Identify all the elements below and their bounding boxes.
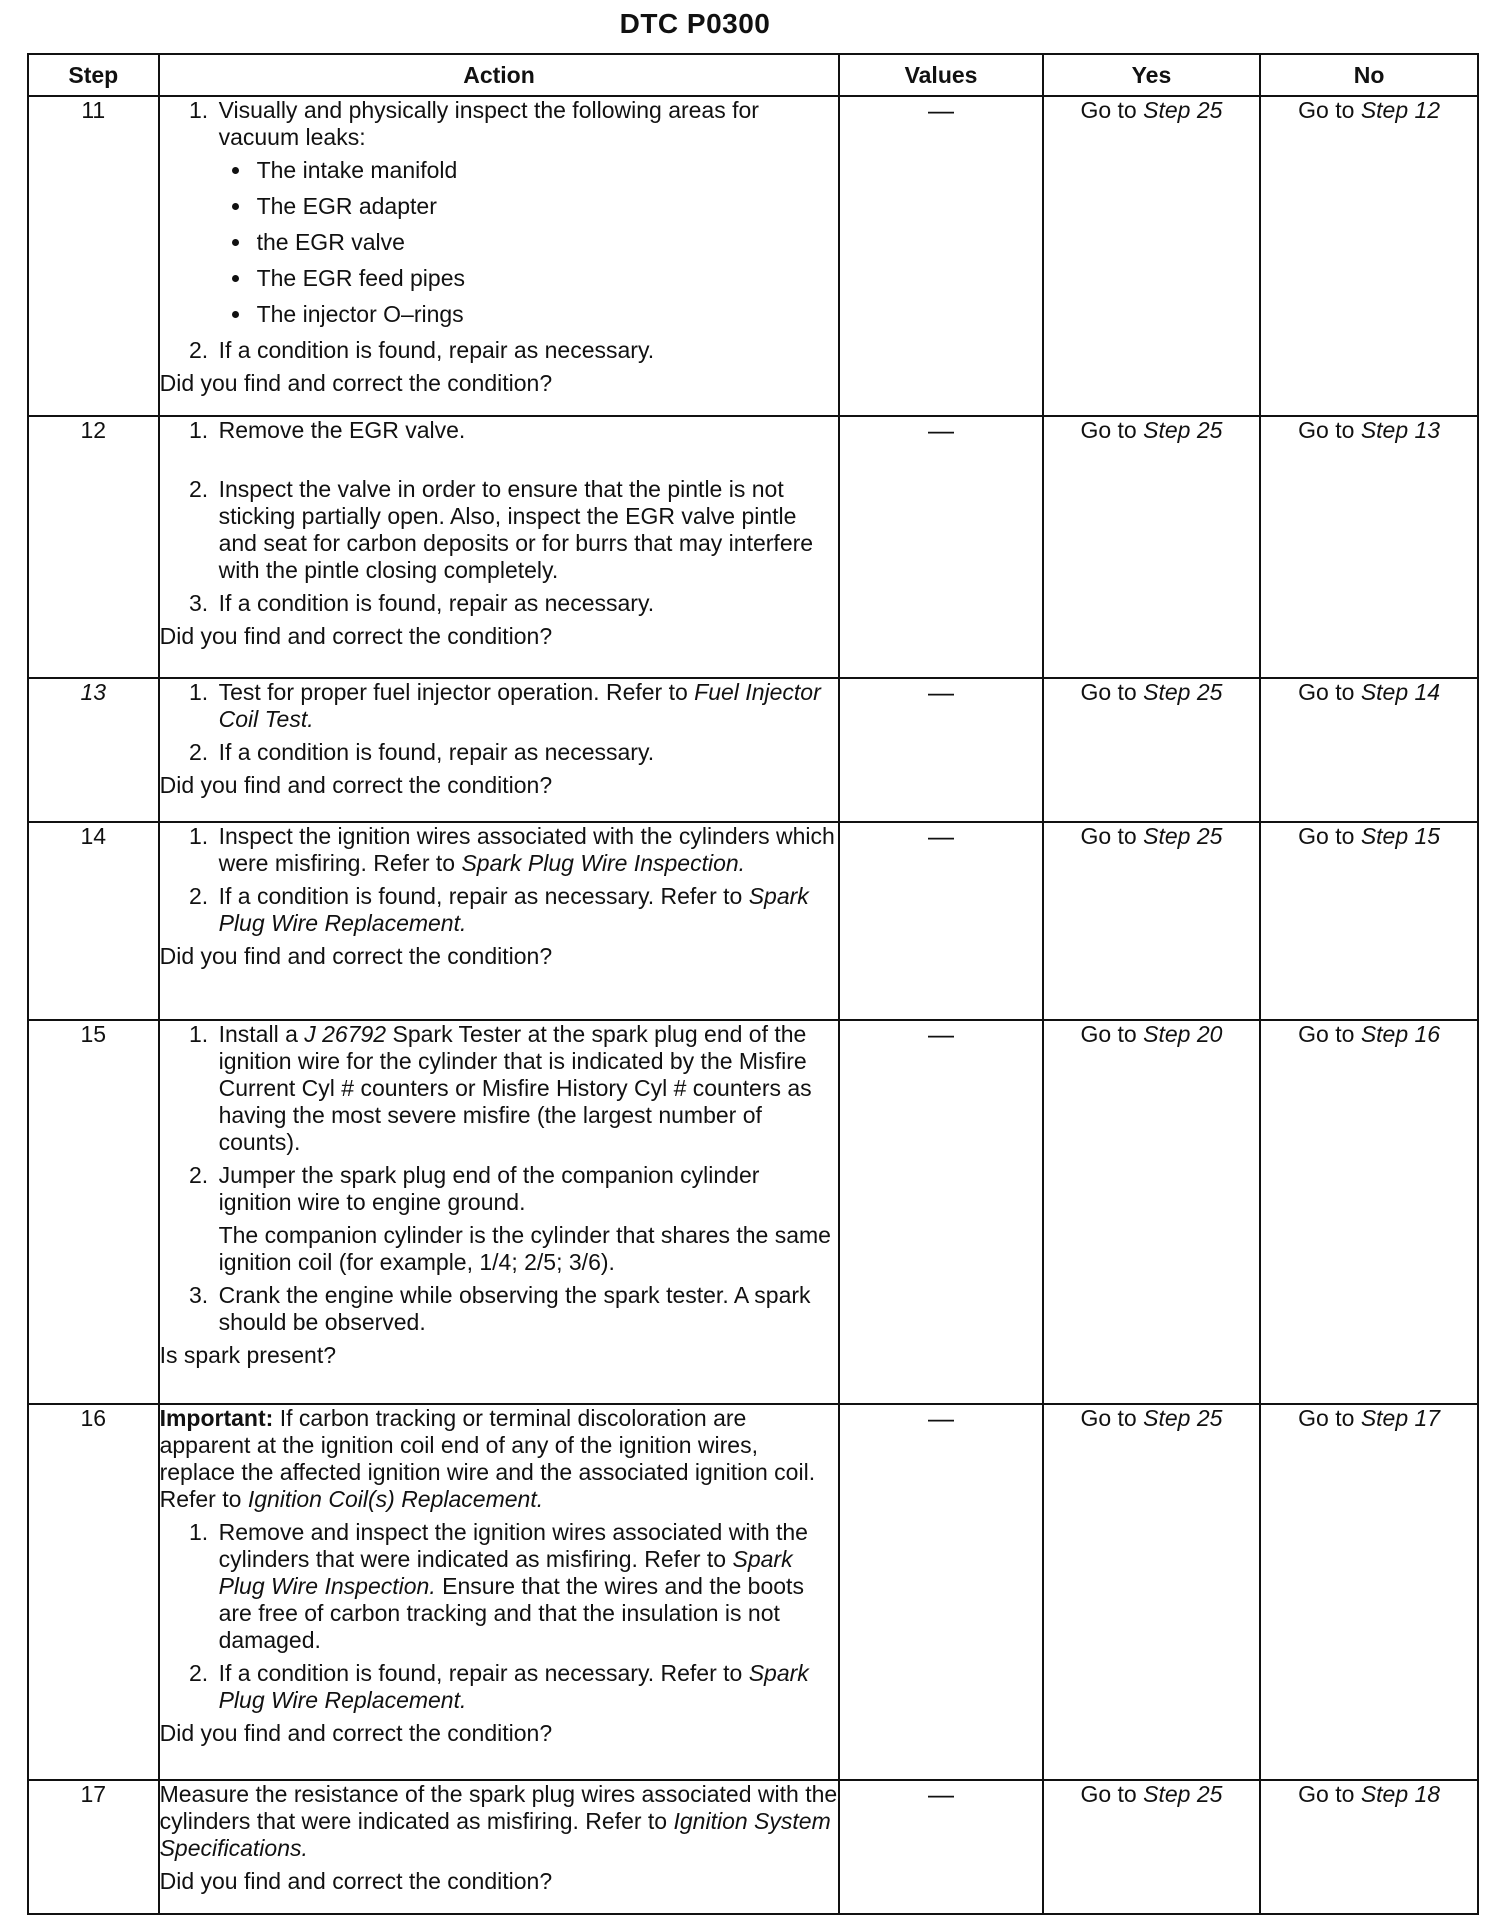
header-action: Action (159, 54, 840, 96)
goto-step-link: Step 14 (1360, 679, 1441, 705)
no-cell: Go to Step 14 (1260, 678, 1478, 822)
header-values: Values (839, 54, 1042, 96)
no-cell: Go to Step 12 (1260, 96, 1478, 416)
reference-link: Spark Plug Wire Replacement. (218, 1660, 809, 1713)
values-cell: — (839, 1404, 1042, 1780)
action-item: 1. Inspect the ignition wires associated with the cylinders which were misfiring. Refer to Spark Plug Wire Inspection. (215, 823, 839, 877)
no-cell: Go to Step 18 (1260, 1780, 1478, 1914)
table-row (28, 96, 1478, 416)
note: The companion cylinder is the cylinder that shares the same ignition coil (for example, 1/4; 2/5; 3/6). (218, 1222, 831, 1275)
no-cell: Go to Step 13 (1260, 416, 1478, 678)
question: Did you find and correct the condition? (159, 1720, 553, 1746)
action-cell (159, 1020, 840, 1404)
reference-link: Fuel Injector Coil Test. (218, 679, 821, 732)
action-item: 2. If a condition is found, repair as necessary. Refer to Spark Plug Wire Replacement. (215, 883, 839, 937)
step-number: 12 (28, 416, 159, 678)
list-item: • The intake manifold (253, 157, 839, 184)
goto-step-link: Step 13 (1360, 417, 1441, 443)
header-no: No (1260, 54, 1478, 96)
step-number: 11 (28, 96, 159, 416)
action-item: 1. Test for proper fuel injector operation. Refer to Fuel Injector Coil Test. (215, 679, 839, 733)
action-item: 2. If a condition is found, repair as necessary. (215, 739, 839, 766)
header-step: Step (28, 54, 159, 96)
page-title: DTC P0300 (619, 8, 771, 39)
action-cell (159, 678, 840, 822)
yes-cell: Go to Step 25 (1043, 678, 1261, 822)
action-text: Measure the resistance of the spark plug wires associated with the cylinders that were indicated as misfiring. Refer to Ignition System Specifications. (159, 1781, 838, 1861)
list-item: • the EGR valve (253, 229, 839, 256)
action-cell (159, 822, 840, 1020)
action-cell (159, 1780, 840, 1914)
yes-cell: Go to Step 25 (1043, 96, 1261, 416)
no-cell: Go to Step 15 (1260, 822, 1478, 1020)
header-yes: Yes (1043, 54, 1261, 96)
question: Did you find and correct the condition? (159, 943, 553, 969)
diagnostic-table (27, 53, 1479, 1915)
question: Did you find and correct the condition? (159, 1868, 553, 1894)
question: Did you find and correct the condition? (159, 623, 553, 649)
list-item: • The EGR adapter (253, 193, 839, 220)
values-cell: — (839, 1780, 1042, 1914)
yes-cell: Go to Step 25 (1043, 1404, 1261, 1780)
step-number: 13 (28, 678, 159, 822)
goto-step-link: Step 16 (1360, 1021, 1441, 1047)
goto-step-link: Step 20 (1143, 1021, 1223, 1047)
yes-cell: Go to Step 20 (1043, 1020, 1261, 1404)
yes-cell: Go to Step 25 (1043, 822, 1261, 1020)
action-cell (159, 96, 840, 416)
step-number: 14 (28, 822, 159, 1020)
action-item: 2. If a condition is found, repair as necessary. Refer to Spark Plug Wire Replacement. (215, 1660, 839, 1714)
yes-cell: Go to Step 25 (1043, 1780, 1261, 1914)
no-cell: Go to Step 16 (1260, 1020, 1478, 1404)
table-row (28, 1780, 1478, 1914)
action-item: 1. Visually and physically inspect the following areas for vacuum leaks: • The intake manifold • The EGR adapter • the EGR valve • The EGR feed pipes • The injector O–rings (215, 97, 839, 328)
reference-link: Spark Plug Wire Replacement. (218, 883, 809, 936)
question: Did you find and correct the condition? (159, 772, 553, 798)
reference-link: Spark Plug Wire Inspection. (218, 1546, 793, 1599)
reference-link: Ignition System Specifications. (159, 1808, 831, 1861)
goto-step-link: Step 12 (1360, 97, 1441, 123)
step-number: 15 (28, 1020, 159, 1404)
values-cell: — (839, 822, 1042, 1020)
goto-step-link: Step 15 (1360, 823, 1441, 849)
question: Did you find and correct the condition? (159, 370, 553, 396)
action-item: 2. Jumper the spark plug end of the companion cylinder ignition wire to engine ground. The companion cylinder is the cylinder that shares the same ignition coil (for example, 1/4; 2/5; 3/6). (215, 1162, 839, 1276)
action-item: 2. Inspect the valve in order to ensure that the pintle is not sticking partially open. Also, inspect the EGR valve pintle and seat for carbon deposits or for burrs that may interfere with the pintle closing completely. (215, 476, 839, 584)
action-item: 1. Remove the EGR valve. (215, 417, 839, 444)
important-note: Important: If carbon tracking or terminal discoloration are apparent at the ignition coil end of any of the ignition wires, replace the affected ignition wire and the associated ignition coil. Refer to Ignition Coil(s) Replacement. (159, 1405, 816, 1512)
goto-step-link: Step 25 (1143, 823, 1223, 849)
header-row (28, 54, 1478, 96)
goto-step-link: Step 25 (1143, 417, 1223, 443)
reference-link: Spark Plug Wire Inspection. (461, 850, 746, 876)
table-row (28, 822, 1478, 1020)
action-item: 2. If a condition is found, repair as necessary. (215, 337, 839, 364)
action-cell (159, 1404, 840, 1780)
action-item: 1. Install a J 26792 Spark Tester at the spark plug end of the ignition wire for the cylinder that is indicated by the Misfire Current Cyl # counters or Misfire History Cyl # counters as having the most severe misfire (the largest number of counts). (215, 1021, 839, 1156)
list-item: • The EGR feed pipes (253, 265, 839, 292)
values-cell: — (839, 416, 1042, 678)
goto-step-link: Step 17 (1360, 1405, 1441, 1431)
table-row (28, 1020, 1478, 1404)
values-cell: — (839, 678, 1042, 822)
tool-reference: J 26792 (304, 1021, 387, 1047)
action-item: 1. Remove and inspect the ignition wires associated with the cylinders that were indicated as misfiring. Refer to Spark Plug Wire Inspection. Ensure that the wires and the boots are free of carbon tracking and that the insulation is not damaged. (215, 1519, 839, 1654)
goto-step-link: Step 25 (1143, 97, 1223, 123)
step-number: 16 (28, 1404, 159, 1780)
table-row (28, 678, 1478, 822)
reference-link: Ignition Coil(s) Replacement. (247, 1486, 544, 1512)
step-number: 17 (28, 1780, 159, 1914)
goto-step-link: Step 25 (1143, 679, 1223, 705)
action-item: 3. Crank the engine while observing the spark tester. A spark should be observed. (215, 1282, 839, 1336)
question: Is spark present? (159, 1342, 337, 1368)
no-cell: Go to Step 17 (1260, 1404, 1478, 1780)
table-row (28, 416, 1478, 678)
goto-step-link: Step 25 (1143, 1781, 1223, 1807)
list-item: • The injector O–rings (253, 301, 839, 328)
yes-cell: Go to Step 25 (1043, 416, 1261, 678)
goto-step-link: Step 25 (1143, 1405, 1223, 1431)
action-cell (159, 416, 840, 678)
values-cell: — (839, 1020, 1042, 1404)
action-item: 3. If a condition is found, repair as necessary. (215, 590, 839, 617)
goto-step-link: Step 18 (1360, 1781, 1441, 1807)
values-cell: — (839, 96, 1042, 416)
table-row (28, 1404, 1478, 1780)
